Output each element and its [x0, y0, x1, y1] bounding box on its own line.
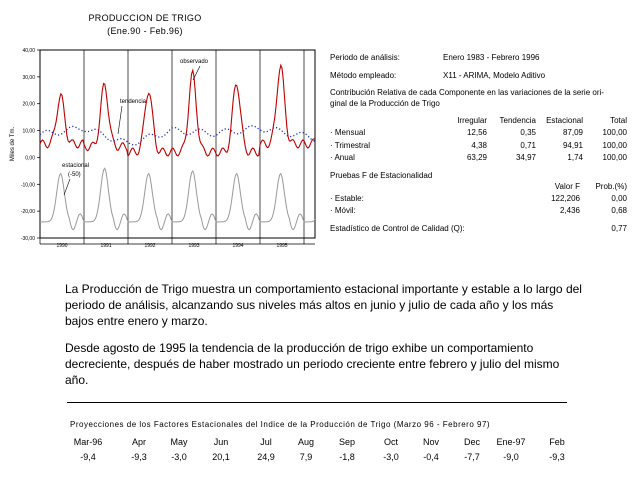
f-row-label: · Móvil:: [330, 206, 356, 215]
projections-title: Proyecciones de los Factores Estacionales del Indice de la Producción de Trigo (Marzo 96 - Febrero 97): [70, 420, 491, 429]
annotation-estacional: estacional: [62, 163, 90, 169]
projection-month: Dec: [463, 437, 480, 447]
projection-value: -9,4: [80, 452, 96, 462]
chart-title: [60, 12, 230, 38]
metodo-label: Método empleado:: [330, 71, 397, 80]
annotation-tendencia: tendencia: [120, 99, 147, 105]
paragraph-trend: Desde agosto de 1995 la tendencia de la producción de trigo exhibe un comportamiento decreciente, después de haber mostrado un periodo creciente entre febrero y julio del mismo año.: [65, 341, 560, 387]
y-tick-label: 30,00: [22, 74, 35, 81]
projection-value: 20,1: [212, 452, 230, 462]
contrib-row-label: · Anual: [330, 153, 355, 162]
y-tick-label: -30,00: [20, 236, 35, 242]
contrib-cell: 12,56: [466, 128, 487, 137]
x-tick-label: 1993: [188, 243, 200, 249]
f-cell: 2,436: [559, 206, 580, 215]
contrib-cell: 100,00: [602, 128, 627, 137]
projection-month: Ene-97: [496, 437, 526, 447]
x-tick-label: 1990: [56, 243, 68, 249]
calidad-label: Estadístico de Control de Calidad (Q):: [330, 224, 465, 233]
x-tick-label: 1992: [144, 243, 156, 249]
f-header: Prob.(%): [595, 182, 627, 191]
y-tick-label: -20,00: [20, 209, 35, 216]
projection-value: -1,8: [339, 452, 355, 462]
contrib-cell: 94,91: [562, 140, 583, 150]
projection-value: 7,9: [299, 452, 313, 462]
projection-value: -3,0: [171, 452, 187, 462]
y-axis-label: Miles de Tm.: [10, 126, 16, 162]
x-tick-label: 1995: [276, 243, 288, 249]
contrib-cell: 87,09: [562, 128, 583, 137]
projection-month: Sep: [338, 437, 355, 447]
y-tick-label: 20,00: [22, 101, 35, 108]
contrib-cell: 63,29: [466, 153, 487, 162]
projection-month: Nov: [422, 437, 439, 447]
f-header: Valor F: [554, 182, 580, 191]
contrib-cell: 0,71: [520, 140, 536, 150]
annotation-minus50: (-50): [68, 172, 81, 178]
contrib-line2: ginal de la Producción de Trigo: [330, 99, 440, 108]
contrib-cell: 100,00: [602, 153, 627, 162]
contrib-header: Irregular: [457, 116, 487, 125]
divider: [67, 402, 567, 403]
annotation-observado: observado: [180, 59, 209, 65]
contrib-row-label: · Mensual: [330, 128, 366, 137]
y-tick-label: 10,00: [22, 128, 35, 135]
y-tick-label: 40,00: [22, 48, 35, 54]
projection-month: Jun: [213, 437, 229, 447]
periodo-label: Periodo de análisis:: [330, 53, 400, 62]
x-tick-label: 1994: [232, 243, 244, 249]
contrib-cell: 34,97: [515, 153, 536, 162]
projection-month: Oct: [383, 437, 398, 447]
projection-month: May: [170, 437, 188, 447]
projection-value: -9,0: [503, 452, 519, 462]
projection-month: Apr: [131, 437, 146, 447]
f-cell: 122,206: [551, 194, 580, 203]
y-tick-label: -10,00: [20, 182, 35, 189]
contrib-cell: 4,38: [471, 140, 487, 150]
pruebas-title: Pruebas F de Estacionalidad: [330, 171, 433, 180]
metodo-value: X11 - ARIMA, Modelo Aditivo: [443, 71, 546, 80]
wheat-production-chart: [0, 40, 322, 260]
projection-value: -7,7: [464, 452, 480, 462]
contrib-row-label: · Trimestral: [330, 140, 370, 150]
contrib-line1: Contribución Relativa de cada Componente en las variaciones de la serie ori-: [330, 88, 604, 97]
y-tick-label: 0,00: [25, 155, 35, 162]
contrib-header: Total: [610, 116, 627, 125]
contrib-header: Tendencia: [499, 116, 536, 125]
periodo-value: Enero 1983 - Febrero 1996: [443, 53, 540, 62]
projection-month: Feb: [549, 437, 565, 447]
projection-month: Jul: [260, 437, 272, 447]
contrib-cell: 100,00: [602, 140, 627, 150]
projection-value: -3,0: [383, 452, 399, 462]
projection-month: Mar-96: [73, 437, 103, 447]
projection-value: -9,3: [549, 452, 565, 462]
chart-title-line1: PRODUCCION DE TRIGO: [88, 13, 202, 23]
projection-value: -9,3: [131, 452, 147, 462]
projection-month: Aug: [297, 437, 314, 447]
chart-title-line2: (Ene.90 - Feb.96): [107, 26, 183, 36]
f-cell: 0,00: [611, 194, 627, 203]
x-tick-label: 1991: [100, 243, 112, 249]
contrib-header: Estacional: [546, 116, 583, 125]
calidad-value: 0,77: [611, 224, 627, 233]
projection-value: -0,4: [423, 452, 439, 462]
contrib-cell: 0,35: [520, 128, 536, 137]
contrib-cell: 1,74: [567, 153, 583, 162]
paragraph-seasonality: La Producción de Trigo muestra un comportamiento estacional importante y estable a lo largo del periodo de análisis, alcanzando sus niveles más altos en junio y julio de cada año y los más bajos entre enero y marzo.: [65, 282, 582, 328]
projection-value: 24,9: [257, 452, 275, 462]
f-cell: 0,68: [611, 206, 627, 215]
f-row-label: · Estable:: [330, 194, 364, 203]
